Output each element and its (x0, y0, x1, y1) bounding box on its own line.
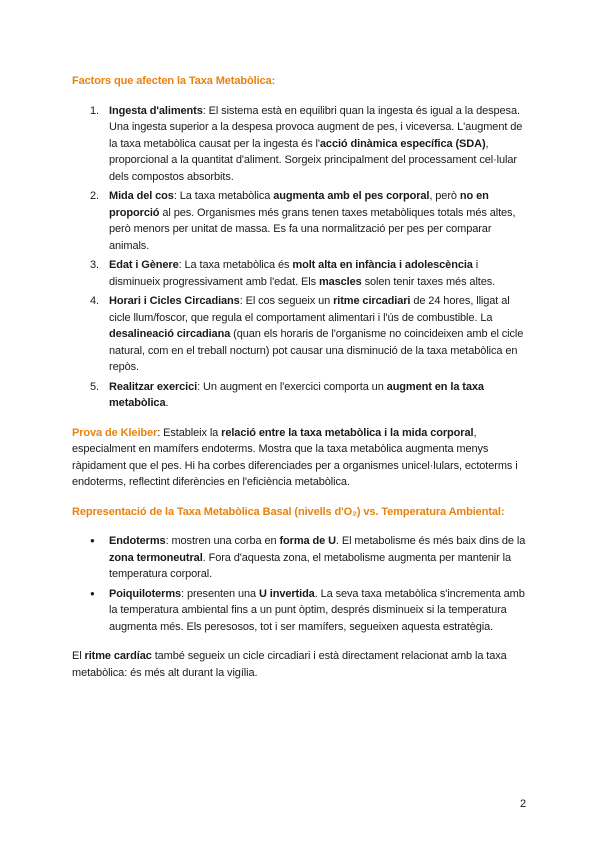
numbered-item-5 (72, 379, 527, 412)
list-number: 1. (90, 104, 99, 117)
numbered-item-4 (72, 293, 527, 376)
list-item-text: Endoterms: mostren una corba en forma de U. El metabolisme és més baix dins de la zona termoneutral. Fora d'aquesta zona, el metabolisme augmenta per mantenir la temperatura corporal. (109, 535, 526, 580)
list-item-text: Poiquiloterms: presenten una U invertida. La seva taxa metabòlica s'incrementa amb la temperatura ambiental fins a un punt òptim, després disminueix si la temperatura augmenta més. Els peresosos, tot i ser mamífers, segueixen aquesta estratègia. (109, 587, 525, 633)
list-number: 3. (90, 259, 99, 271)
list-item-text: Edat i Gènere: La taxa metabòlica és molt alta en infància i adolescència i disminueix progressivament amb l'edat. Els mascles solen tenir taxes més altes. (109, 259, 496, 288)
kleiber-paragraph: Prova de Kleiber: Estableix la relació entre la taxa metabòlica i la mida corporal, especialment en mamífers endoterms. Mostra que la taxa metabòlica augmenta menys ràpidament que el pes. Hi ha corbes diferenciades per a organismes unicel·lulars, ectoterms i endoterms, reflectint diferències en l'eficiència metabòlica. (72, 426, 518, 488)
ritme-cardiac-paragraph: El ritme cardíac també segueix un cicle circadiari i està directament relacionat amb la taxa metabòlica: és més alt durant la vigília. (72, 650, 507, 679)
list-item-text: Mida del cos: La taxa metabòlica augmenta amb el pes corporal, però no en proporció al pes. Organismes més grans tenen taxes metabòliques totals més altes, però menors per unitat de massa. Es fa una normalització per pes per comparar animals. (109, 190, 516, 252)
bullet-icon: ● (90, 536, 95, 545)
representacio-bullet-list (72, 533, 527, 635)
list-item-text: Ingesta d'aliments: El sistema està en equilibri quan la ingesta és igual a la despesa. Una ingesta superior a la despesa provoca augment de pes, i viceversa. L'augment de la taxa metabòlica causat per la ingesta és l'acció dinàmica específica (SDA), proporcional a la quantitat d'aliment. Sorgeix principalment del processament cel·lular dels compostos absorbits. (109, 104, 523, 183)
heading-representacio: Representació de la Taxa Metabòlica Basal (nivells d'O₂) vs. Temperatura Ambiental: (72, 505, 505, 518)
list-number: 5. (90, 380, 99, 393)
list-number: 4. (90, 295, 99, 307)
list-item-text: Realitzar exercici: Un augment en l'exercici comporta un augment en la taxa metabòlica. (109, 380, 484, 409)
page-number: 2 (519, 797, 526, 810)
factors-numbered-list (72, 103, 527, 412)
numbered-item-2 (72, 188, 527, 254)
bullet-item-endoterms (72, 533, 527, 583)
list-item-text: Horari i Cicles Circadians: El cos segueix un ritme circadiari de 24 hores, lligat al cicle llum/foscor, que regula el comportament alimentari i l'ús de combustible. La desalineació circadiana (quan els horaris de l'organisme no coincideixen amb el cicle natural, com en el treball nocturn) pot causar una disminució de la taxa metabòlica en repòs. (109, 295, 524, 373)
list-number: 2. (90, 190, 99, 202)
bullet-item-poiquiloterms (72, 586, 527, 636)
numbered-item-1 (72, 103, 527, 186)
bullet-icon: ● (90, 588, 95, 598)
numbered-item-3 (72, 257, 527, 290)
heading-factors: Factors que afecten la Taxa Metabòlica: (72, 75, 276, 87)
